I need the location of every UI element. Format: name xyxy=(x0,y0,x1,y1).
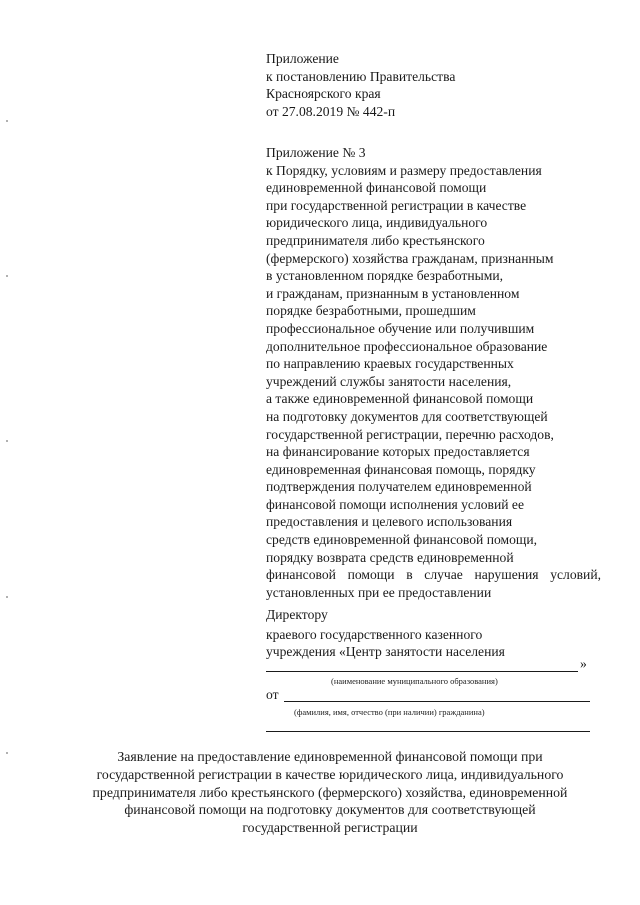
municipality-field[interactable] xyxy=(266,671,578,672)
municipality-caption: (наименование муниципального образования) xyxy=(331,676,498,686)
appendix3-line: единовременная финансовая помощь, порядку xyxy=(266,461,536,477)
appendix3-line: средств единовременной финансовой помощи, xyxy=(266,532,538,548)
appendix-line: Красноярского края xyxy=(266,86,381,102)
appendix3-line: (фермерского) хозяйства гражданам, признанным xyxy=(266,250,554,266)
scan-mark xyxy=(6,275,8,277)
scan-mark xyxy=(6,120,8,122)
appendix3-line: порядке безработными, прошедшим xyxy=(266,303,476,319)
appendix3-line: государственной регистрации, перечню расходов, xyxy=(266,426,554,442)
addressee-block xyxy=(266,606,601,661)
appendix-header xyxy=(266,50,601,120)
from-label: от xyxy=(266,687,279,702)
scan-mark xyxy=(6,440,8,442)
applicant-name-field[interactable] xyxy=(284,701,590,702)
appendix3-line: подтверждения получателем единовременной xyxy=(266,479,532,495)
appendix3-line: и гражданам, признанным в установленном xyxy=(266,285,520,301)
scan-mark xyxy=(6,752,8,754)
appendix-line: от 27.08.2019 № 442-п xyxy=(266,103,396,119)
appendix3-line: на подготовку документов для соответствующей xyxy=(266,408,548,424)
appendix3-line: предпринимателя либо крестьянского xyxy=(266,232,485,248)
closing-quote: » xyxy=(580,656,587,671)
appendix3-line: установленных при ее предоставлении xyxy=(266,584,492,600)
appendix3-line: единовременной финансовой помощи xyxy=(266,180,487,196)
title-line: предпринимателя либо крестьянского (фермерского) хозяйства, единовременной xyxy=(92,784,568,800)
appendix3-line: в установленном порядке безработными, xyxy=(266,268,504,284)
addressee-line: Директору xyxy=(266,607,328,622)
appendix3-line: при государственной регистрации в качестве xyxy=(266,197,527,213)
appendix-line: к постановлению Правительства xyxy=(266,68,456,84)
appendix3-line: порядку возврата средств единовременной xyxy=(266,549,514,565)
appendix3-line: учреждений службы занятости населения, xyxy=(266,373,512,389)
title-line: государственной регистрации в качестве юридического лица, индивидуального xyxy=(96,766,564,782)
appendix3-line: профессиональное обучение или получившим xyxy=(266,320,535,336)
appendix3-line: а также единовременной финансовой помощи xyxy=(266,391,534,407)
title-line: государственной регистрации xyxy=(242,820,418,836)
appendix-3-header xyxy=(266,144,601,601)
appendix3-line: к Порядку, условиям и размеру предоставления xyxy=(266,162,542,178)
appendix3-line: финансовой помощи исполнения условий ее xyxy=(266,496,524,512)
addressee-line: краевого государственного казенного xyxy=(266,626,483,642)
appendix3-line: финансовой помощи в случае нарушения условий, xyxy=(266,567,601,583)
title-line: Заявление на предоставление единовременной финансовой помощи при xyxy=(117,749,543,764)
appendix3-line: по направлению краевых государственных xyxy=(266,356,514,372)
appendix3-line: предоставления и целевого использования xyxy=(266,514,513,530)
appendix3-line: юридического лица, индивидуального xyxy=(266,215,488,231)
title-line: финансовой помощи на подготовку документов для соответствующей xyxy=(124,802,536,818)
application-title xyxy=(60,748,600,837)
addressee-line: учреждения «Центр занятости населения xyxy=(266,644,505,660)
appendix-line: Приложение xyxy=(266,51,339,66)
appendix3-line: Приложение № 3 xyxy=(266,145,366,160)
appendix3-line: дополнительное профессиональное образование xyxy=(266,338,548,354)
scan-mark xyxy=(6,596,8,598)
applicant-name-field-2[interactable] xyxy=(266,731,590,732)
name-caption: (фамилия, имя, отчество (при наличии) гражданина) xyxy=(294,707,485,717)
appendix3-line: на финансирование которых предоставляется xyxy=(266,444,530,460)
